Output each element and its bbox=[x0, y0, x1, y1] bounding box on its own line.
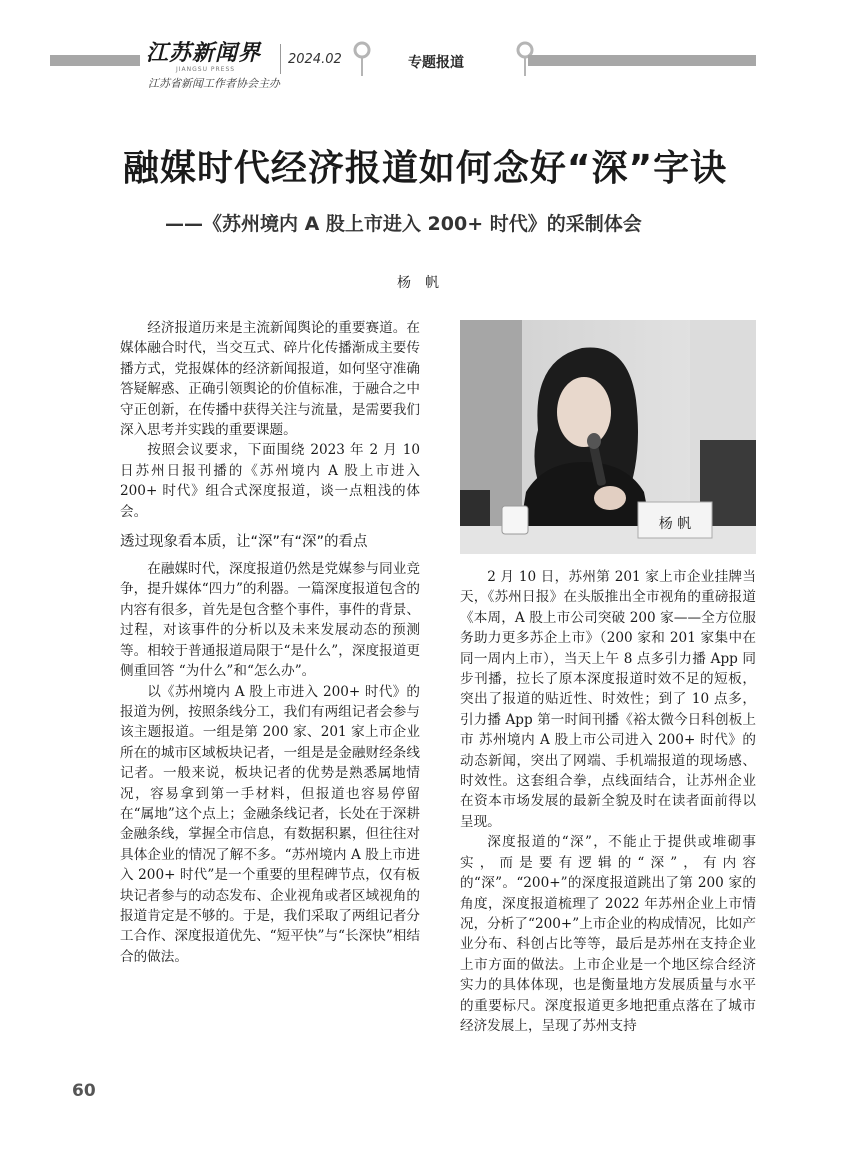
issue-date: 2024.02 bbox=[288, 52, 342, 67]
body-paragraph: 经济报道历来是主流新闻舆论的重要赛道。在媒体融合时代，当交互式、碎片化传播渐成主要传播方式，党报媒体的经济新闻报道，如何坚守准确答疑解惑、正确引领舆论的价值标准，于融合之中守正创新，在传播中获得关注与流量，是需要我们深入思考并实践的重要课题。 bbox=[120, 320, 420, 439]
author-photo bbox=[460, 320, 756, 554]
pin-icon bbox=[352, 40, 372, 78]
page-number: 60 bbox=[72, 1081, 96, 1101]
body-paragraph: 2 月 10 日，苏州第 201 家上市企业挂牌当天，《苏州日报》在头版推出全市视角的重磅报道《本周，A 股上市公司突破 200 家——全方位服务助力更多苏企上市》（200 家和 201 家集中在同一周内上市），当天上午 8 点多引力播 App 同步刊播，拉长了原本深度报道时效不足的短板，突出了报道的贴近性、时效性；到了 10 点多，引力播 App 第一时间刊播《裕太微今日科创板上市 苏州境内 A 股上市公司进入 200+ 时代》的动态新闻，突出了网端、手机端报道的现场感、时效性。这套组合拳，点线面结合，让苏州企业在资本市场发展的最新全貌及时在读者面前得以呈现。 bbox=[460, 569, 756, 830]
text-column-left bbox=[120, 318, 420, 967]
masthead-title: 江苏新闻界 bbox=[146, 41, 262, 66]
body-paragraph: 在融媒时代，深度报道仍然是党媒参与同业竞争，提升媒体“四力”的利器。一篇深度报道包含的内容有很多，首先是包含整个事件，事件的背景、过程，对该事件的分析以及未来发展动态的预测等。相较于普通报道局限于“是什么”，深度报道更侧重回答 “为什么”和“怎么办”。 bbox=[120, 561, 420, 680]
text-column-right bbox=[460, 567, 756, 1036]
article-author: 杨帆 bbox=[397, 275, 453, 291]
photo-nameplate-text: 杨 帆 bbox=[658, 516, 692, 532]
masthead-organization: 江苏省新闻工作者协会主办 bbox=[148, 77, 280, 90]
header-separator bbox=[280, 44, 281, 74]
article-subtitle: ——《苏州境内 A 股上市进入 200+ 时代》的采制体会 bbox=[165, 213, 642, 235]
masthead-subtitle: JIANGSU PRESS bbox=[176, 66, 236, 73]
body-paragraph: 深度报道的“深”，不能止于提供或堆砌事实，而是要有逻辑的“深”，有内容的“深”。“200+”的深度报道跳出了第 200 家的角度，深度报道梳理了 2022 年苏州企业上市情况，分析了“200+”上市企业的构成情况，比如产业分布、科创占比等等，最后是苏州在支持企业上市方面的做法。上市企业是一个地区综合经济实力的具体体现，也是衡量地方发展质量与水平的重要标尺。深度报道更多地把重点落在了城市经济发展上，呈现了苏州支持 bbox=[460, 834, 756, 1034]
section-label: 专题报道 bbox=[408, 55, 464, 71]
header-rule-left bbox=[50, 55, 140, 66]
section-heading: 透过现象看本质，让“深”有“深”的看点 bbox=[120, 534, 368, 551]
article-title: 融媒时代经济报道如何念好“深”字诀 bbox=[122, 148, 728, 189]
body-paragraph: 按照会议要求，下面围绕 2023 年 2 月 10 日苏州日报刊播的《苏州境内 A 股上市进入 200+ 时代》组合式深度报道，谈一点粗浅的体会。 bbox=[120, 442, 420, 520]
body-paragraph: 以《苏州境内 A 股上市进入 200+ 时代》的报道为例，按照条线分工，我们有两组记者会参与该主题报道。一组是第 200 家、201 家上市企业所在的城市区域板块记者，一组是是金融财经条线记者。一般来说，板块记者的优势是熟悉属地情况，容易拿到第一手材料，但报道也容易停留在“属地”这个点上；金融条线记者，长处在于深耕金融条线，掌握全市信息，有数据积累，但往往对具体企业的情况了解不多。“苏州境内 A 股上市进入 200+ 时代”是一个重要的里程碑节点，仅有板块记者参与的动态发布、企业视角或者区域视角的报道肯定是不够的。于是，我们采取了两组记者分工合作、深度报道优先、“短平快”与“长深快”相结合的做法。 bbox=[120, 683, 420, 965]
header-rule-right bbox=[528, 55, 756, 66]
